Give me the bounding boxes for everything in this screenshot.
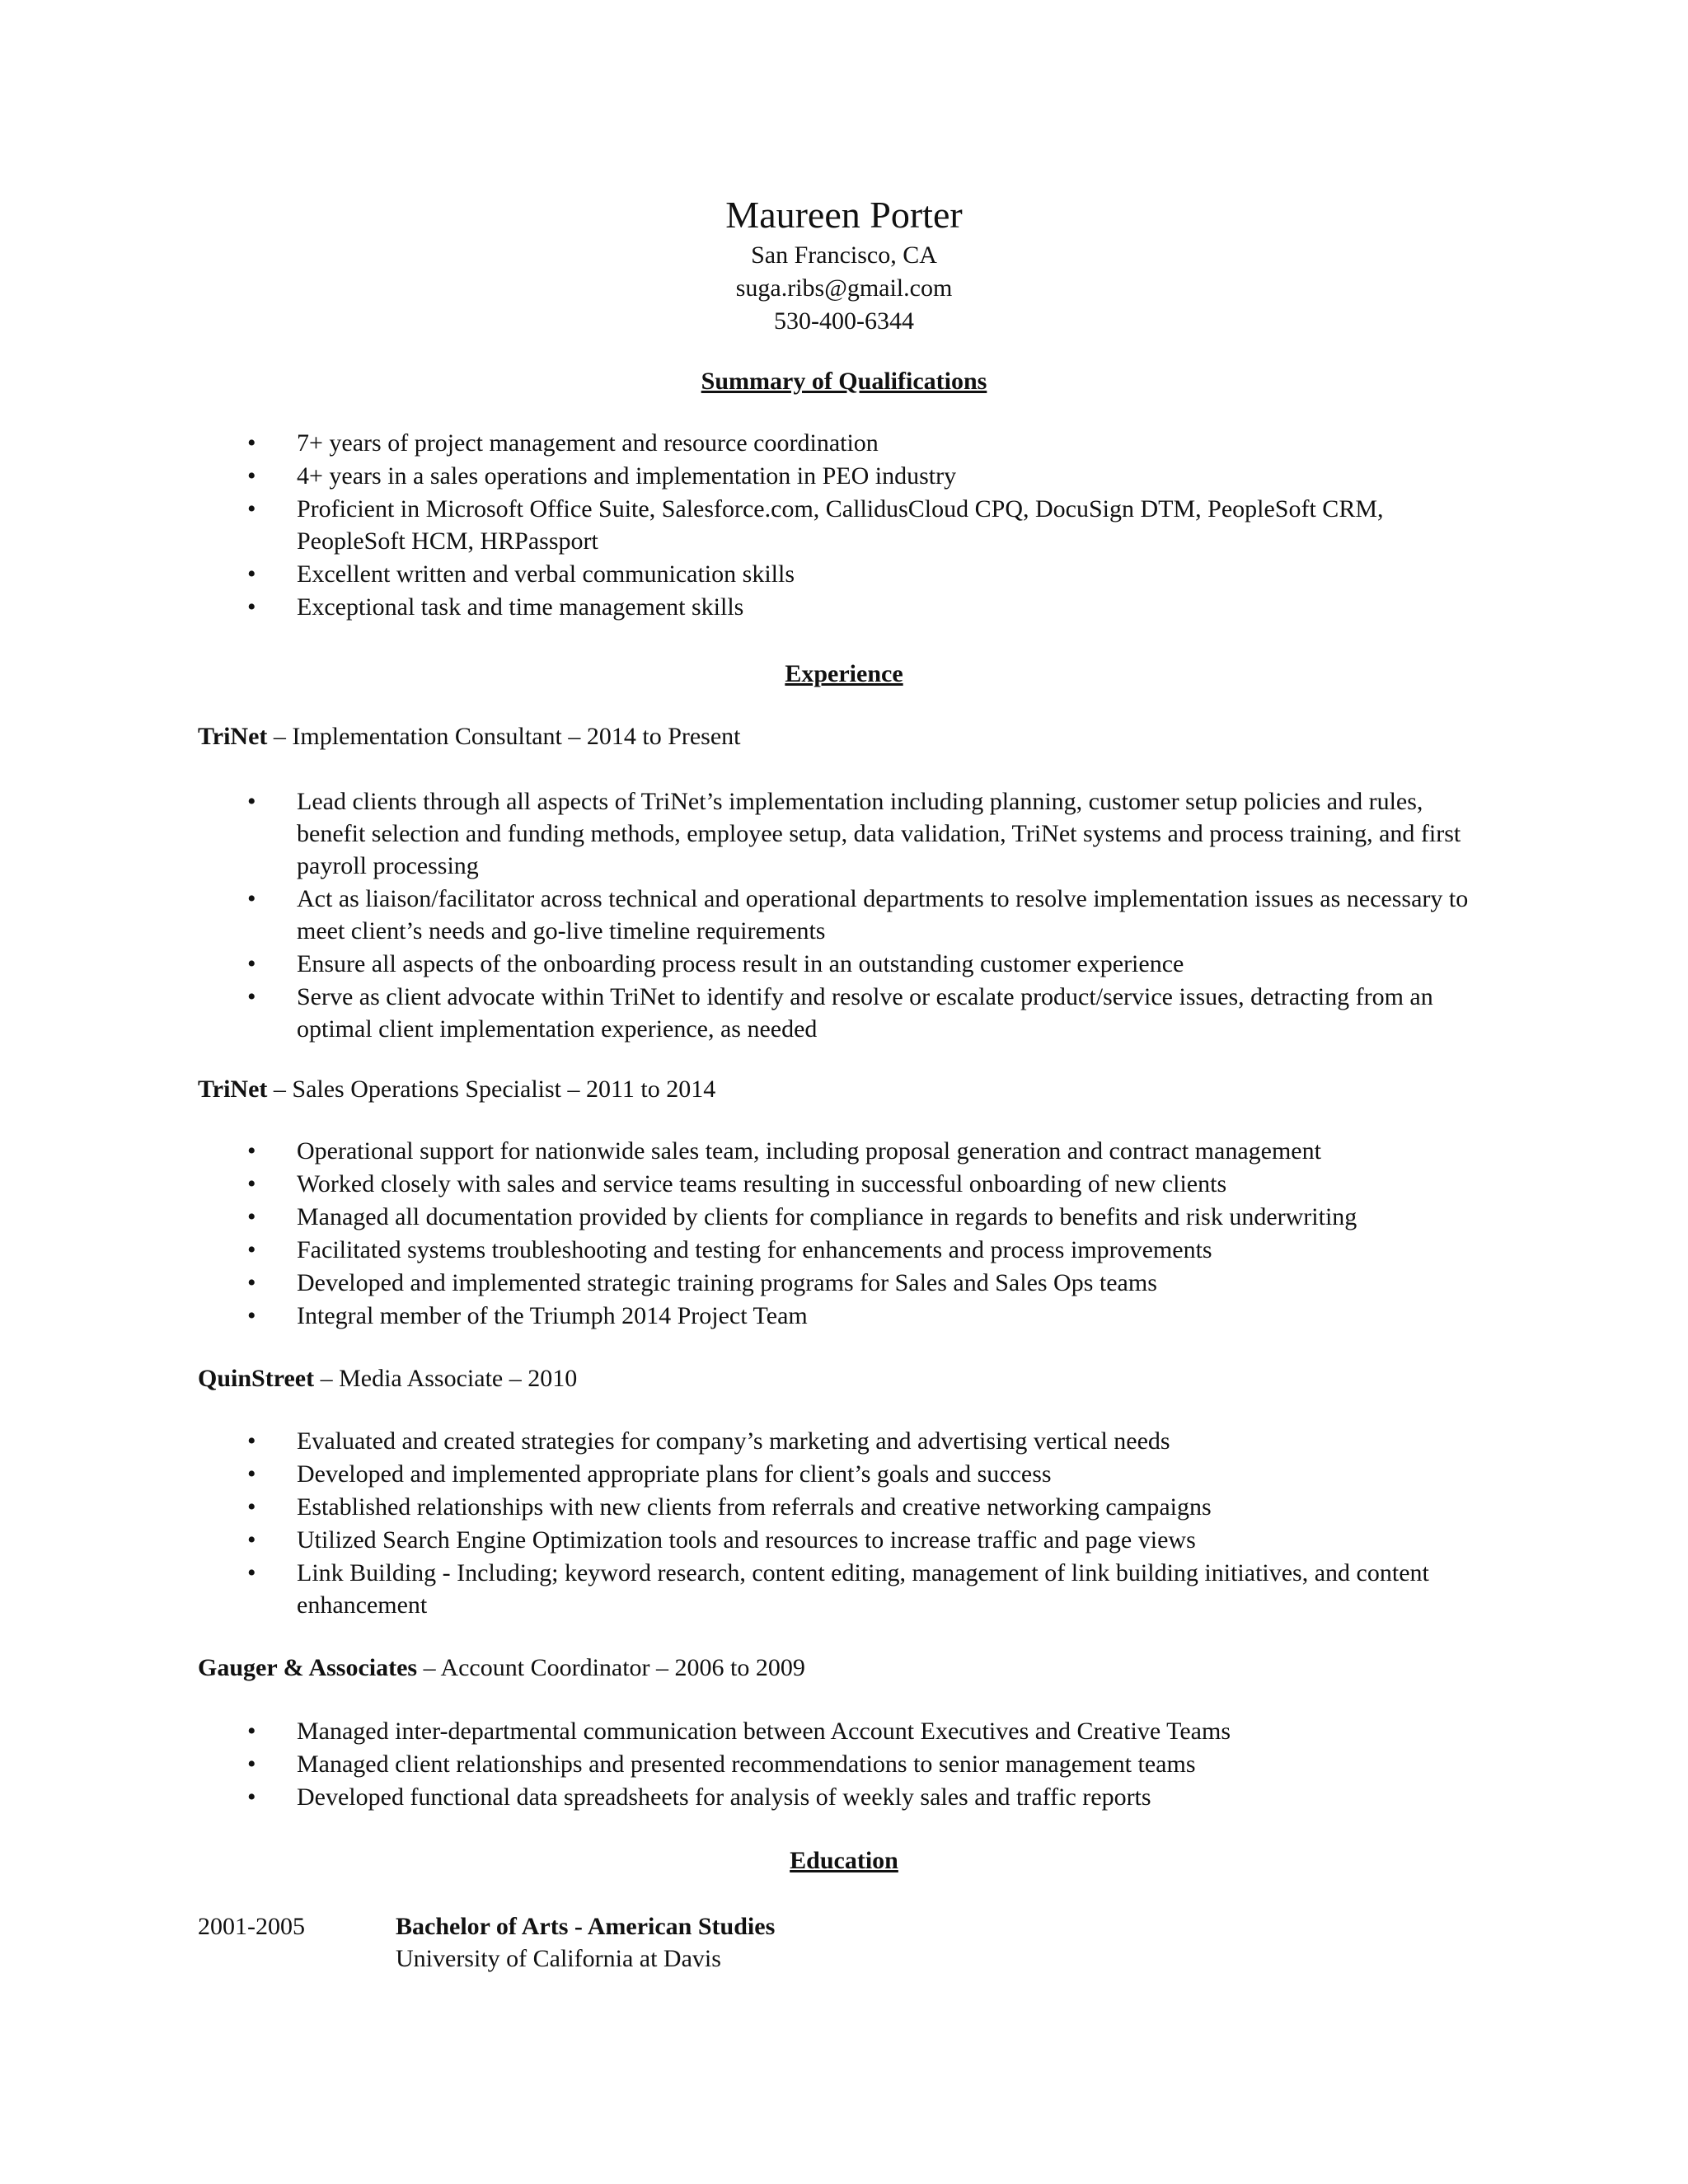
bullet-icon: •	[247, 788, 256, 815]
bullet-icon: •	[247, 495, 256, 523]
list-item: • Integral member of the Triumph 2014 Project Team	[198, 1300, 1484, 1332]
bullet-icon: •	[247, 560, 256, 588]
job-title	[198, 1652, 805, 1685]
list-item: • Ensure all aspects of the onboarding process result in an outstanding customer experience	[198, 948, 1484, 980]
list-item: • Serve as client advocate within TriNet to identify and resolve or escalate product/service issues, detracting from an optimal client implementation experience, as needed	[198, 981, 1484, 1045]
list-item: • Excellent written and verbal communication skills	[198, 558, 1484, 590]
bullet-icon: •	[247, 1559, 256, 1586]
job-duties-list	[198, 1135, 1484, 1333]
job-role: – Sales Operations Specialist – 2011 to 2014	[267, 1076, 716, 1103]
bullet-icon: •	[247, 593, 256, 621]
bullet-icon: •	[247, 1302, 256, 1329]
list-item: • Managed all documentation provided by clients for compliance in regards to benefits and risk underwriting	[198, 1201, 1484, 1233]
bullet-icon: •	[247, 1427, 256, 1455]
school: University of California at Davis	[396, 1945, 721, 1972]
summary-heading: Summary of Qualifications	[701, 368, 987, 395]
job-title	[198, 1362, 577, 1395]
list-item: • Evaluated and created strategies for company’s marketing and advertising vertical needs	[198, 1425, 1484, 1457]
list-item: • Worked closely with sales and service teams resulting in successful onboarding of new clients	[198, 1168, 1484, 1200]
bullet-icon: •	[247, 1526, 256, 1554]
company-name: TriNet	[198, 723, 268, 750]
job-role: – Media Associate – 2010	[314, 1365, 578, 1392]
list-item: • Link Building - Including; keyword research, content editing, management of link building initiatives, and content enhancement	[198, 1557, 1484, 1621]
bullet-icon: •	[247, 1460, 256, 1488]
list-item: • Managed inter-departmental communication between Account Executives and Creative Teams	[198, 1715, 1484, 1747]
bullet-icon: •	[247, 1269, 256, 1296]
list-item: • Developed and implemented appropriate plans for client’s goals and success	[198, 1458, 1484, 1490]
education-detail	[396, 1910, 1385, 1975]
list-item: • Developed functional data spreadsheets for analysis of weekly sales and traffic reports	[198, 1781, 1484, 1813]
list-item: • Act as liaison/facilitator across technical and operational departments to resolve implementation issues as necessary to meet client’s needs and go-live timeline requirements	[198, 883, 1484, 947]
job-duties-list	[198, 785, 1484, 1046]
bullet-icon: •	[247, 1170, 256, 1197]
list-item: • Utilized Search Engine Optimization tools and resources to increase traffic and page views	[198, 1524, 1484, 1556]
job-role: – Account Coordinator – 2006 to 2009	[417, 1654, 805, 1681]
list-item: • Operational support for nationwide sales team, including proposal generation and contract management	[198, 1135, 1484, 1167]
job-title	[198, 1073, 715, 1106]
list-item: • Lead clients through all aspects of TriNet’s implementation including planning, customer setup policies and rules, benefit selection and funding methods, employee setup, data validation, TriNet systems and process training, and first payroll processing	[198, 785, 1484, 882]
bullet-icon: •	[247, 885, 256, 912]
phone: 530-400-6344	[774, 307, 914, 335]
list-item: • Established relationships with new clients from referrals and creative networking campaigns	[198, 1491, 1484, 1523]
job-title	[198, 720, 741, 753]
list-item: • Developed and implemented strategic training programs for Sales and Sales Ops teams	[198, 1267, 1484, 1299]
degree: Bachelor of Arts - American Studies	[396, 1913, 776, 1940]
job-duties-list	[198, 1715, 1484, 1814]
summary-list	[198, 427, 1484, 624]
bullet-icon: •	[247, 983, 256, 1010]
list-item: • Managed client relationships and presented recommendations to senior management teams	[198, 1748, 1484, 1780]
list-item: • Proficient in Microsoft Office Suite, Salesforce.com, CallidusCloud CPQ, DocuSign DTM, PeopleSoft CRM, PeopleSoft HCM, HRPassport	[198, 493, 1484, 557]
email: suga.ribs@gmail.com	[735, 274, 953, 302]
list-item: • 4+ years in a sales operations and implementation in PEO industry	[198, 460, 1484, 492]
resume-header	[0, 191, 1688, 338]
bullet-icon: •	[247, 1783, 256, 1811]
bullet-icon: •	[247, 1750, 256, 1778]
list-item: • Facilitated systems troubleshooting and testing for enhancements and process improvements	[198, 1234, 1484, 1266]
list-item: • 7+ years of project management and resource coordination	[198, 427, 1484, 459]
list-item: • Exceptional task and time management skills	[198, 591, 1484, 623]
candidate-name: Maureen Porter	[725, 194, 963, 236]
bullet-icon: •	[247, 1493, 256, 1521]
bullet-icon: •	[247, 950, 256, 977]
bullet-icon: •	[247, 1236, 256, 1263]
education-heading: Education	[790, 1847, 898, 1874]
location: San Francisco, CA	[751, 241, 937, 269]
job-duties-list	[198, 1425, 1484, 1622]
bullet-icon: •	[247, 429, 256, 457]
experience-heading: Experience	[785, 660, 903, 687]
education-years: 2001-2005	[198, 1913, 305, 1940]
bullet-icon: •	[247, 1137, 256, 1165]
company-name: TriNet	[198, 1076, 268, 1103]
bullet-icon: •	[247, 462, 256, 490]
bullet-icon: •	[247, 1203, 256, 1230]
bullet-icon: •	[247, 1718, 256, 1745]
company-name: Gauger & Associates	[198, 1654, 418, 1681]
company-name: QuinStreet	[198, 1365, 315, 1392]
job-role: – Implementation Consultant – 2014 to Present	[267, 723, 741, 750]
